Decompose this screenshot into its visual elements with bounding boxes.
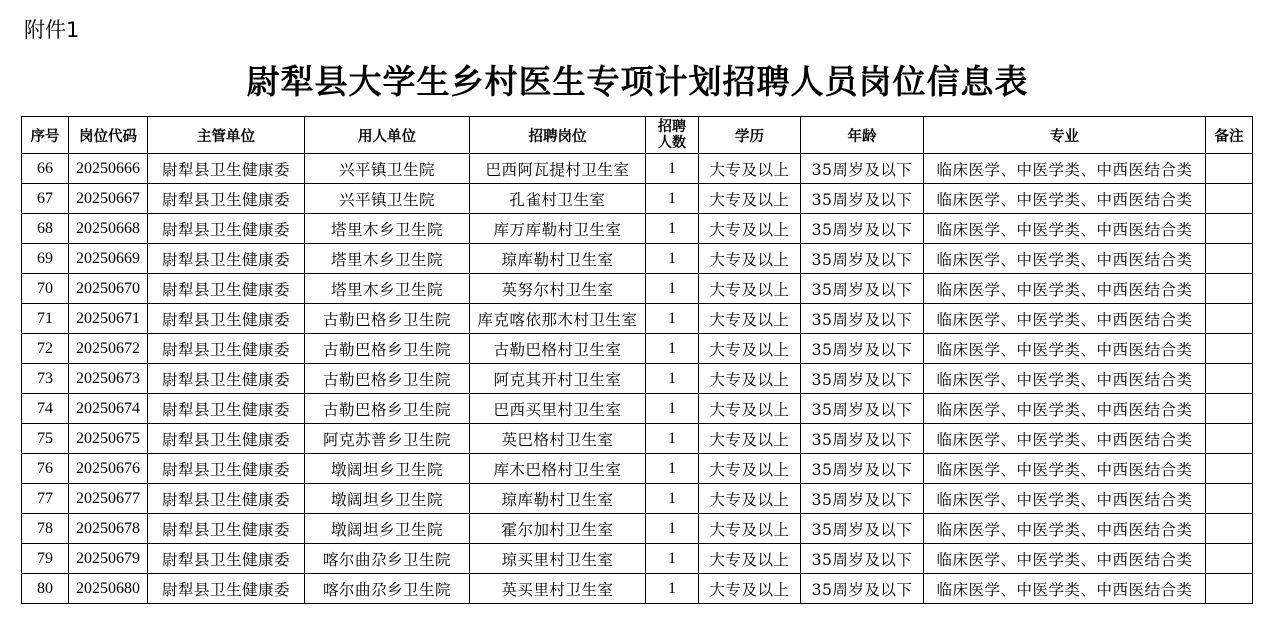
cell-position: 古勒巴格村卫生室 xyxy=(470,334,646,364)
cell-major: 临床医学、中医学类、中西医结合类 xyxy=(924,214,1206,244)
table-row xyxy=(22,244,1253,274)
cell-count: 1 xyxy=(646,244,699,274)
table-row xyxy=(22,424,1253,454)
cell-seq: 78 xyxy=(22,514,69,544)
cell-code: 20250669 xyxy=(69,244,148,274)
table-row xyxy=(22,304,1253,334)
cell-count: 1 xyxy=(646,274,699,304)
cell-major: 临床医学、中医学类、中西医结合类 xyxy=(924,544,1206,574)
cell-major: 临床医学、中医学类、中西医结合类 xyxy=(924,484,1206,514)
header-age: 年龄 xyxy=(801,117,924,154)
cell-age: 35周岁及以下 xyxy=(801,454,924,484)
cell-remarks xyxy=(1206,424,1253,454)
cell-code: 20250666 xyxy=(69,154,148,184)
cell-position: 巴西阿瓦提村卫生室 xyxy=(470,154,646,184)
cell-code: 20250672 xyxy=(69,334,148,364)
cell-code: 20250673 xyxy=(69,364,148,394)
cell-seq: 73 xyxy=(22,364,69,394)
cell-count: 1 xyxy=(646,454,699,484)
cell-education: 大专及以上 xyxy=(699,544,801,574)
header-remarks: 备注 xyxy=(1206,117,1253,154)
cell-seq: 77 xyxy=(22,484,69,514)
cell-education: 大专及以上 xyxy=(699,394,801,424)
cell-position: 琼库勒村卫生室 xyxy=(470,244,646,274)
header-education: 学历 xyxy=(699,117,801,154)
cell-employer: 兴平镇卫生院 xyxy=(305,154,470,184)
cell-employer: 兴平镇卫生院 xyxy=(305,184,470,214)
cell-code: 20250668 xyxy=(69,214,148,244)
cell-authority: 尉犁县卫生健康委 xyxy=(148,274,305,304)
cell-code: 20250680 xyxy=(69,574,148,604)
cell-major: 临床医学、中医学类、中西医结合类 xyxy=(924,304,1206,334)
cell-major: 临床医学、中医学类、中西医结合类 xyxy=(924,244,1206,274)
cell-age: 35周岁及以下 xyxy=(801,424,924,454)
cell-remarks xyxy=(1206,574,1253,604)
cell-age: 35周岁及以下 xyxy=(801,274,924,304)
cell-position: 英买里村卫生室 xyxy=(470,574,646,604)
cell-seq: 76 xyxy=(22,454,69,484)
cell-count: 1 xyxy=(646,544,699,574)
cell-position: 琼买里村卫生室 xyxy=(470,544,646,574)
cell-code: 20250671 xyxy=(69,304,148,334)
cell-education: 大专及以上 xyxy=(699,334,801,364)
cell-count: 1 xyxy=(646,484,699,514)
cell-count: 1 xyxy=(646,304,699,334)
cell-employer: 古勒巴格乡卫生院 xyxy=(305,334,470,364)
cell-age: 35周岁及以下 xyxy=(801,244,924,274)
table-row xyxy=(22,394,1253,424)
cell-code: 20250679 xyxy=(69,544,148,574)
cell-position: 琼库勒村卫生室 xyxy=(470,484,646,514)
cell-employer: 古勒巴格乡卫生院 xyxy=(305,364,470,394)
cell-authority: 尉犁县卫生健康委 xyxy=(148,484,305,514)
cell-education: 大专及以上 xyxy=(699,514,801,544)
cell-authority: 尉犁县卫生健康委 xyxy=(148,244,305,274)
cell-age: 35周岁及以下 xyxy=(801,394,924,424)
cell-remarks xyxy=(1206,274,1253,304)
cell-code: 20250678 xyxy=(69,514,148,544)
cell-code: 20250674 xyxy=(69,394,148,424)
cell-education: 大专及以上 xyxy=(699,454,801,484)
cell-remarks xyxy=(1206,244,1253,274)
cell-education: 大专及以上 xyxy=(699,484,801,514)
cell-education: 大专及以上 xyxy=(699,274,801,304)
cell-seq: 74 xyxy=(22,394,69,424)
cell-authority: 尉犁县卫生健康委 xyxy=(148,364,305,394)
cell-education: 大专及以上 xyxy=(699,184,801,214)
cell-seq: 72 xyxy=(22,334,69,364)
cell-position: 阿克其开村卫生室 xyxy=(470,364,646,394)
cell-education: 大专及以上 xyxy=(699,304,801,334)
table-row xyxy=(22,544,1253,574)
cell-major: 临床医学、中医学类、中西医结合类 xyxy=(924,394,1206,424)
cell-major: 临床医学、中医学类、中西医结合类 xyxy=(924,364,1206,394)
table-row xyxy=(22,454,1253,484)
cell-major: 临床医学、中医学类、中西医结合类 xyxy=(924,274,1206,304)
cell-major: 临床医学、中医学类、中西医结合类 xyxy=(924,334,1206,364)
cell-seq: 66 xyxy=(22,154,69,184)
cell-position: 英努尔村卫生室 xyxy=(470,274,646,304)
cell-remarks xyxy=(1206,184,1253,214)
cell-major: 临床医学、中医学类、中西医结合类 xyxy=(924,514,1206,544)
cell-position: 孔雀村卫生室 xyxy=(470,184,646,214)
cell-count: 1 xyxy=(646,574,699,604)
table-row xyxy=(22,214,1253,244)
table-row xyxy=(22,514,1253,544)
header-count xyxy=(646,117,699,154)
cell-seq: 70 xyxy=(22,274,69,304)
cell-authority: 尉犁县卫生健康委 xyxy=(148,514,305,544)
header-code: 岗位代码 xyxy=(69,117,148,154)
cell-code: 20250676 xyxy=(69,454,148,484)
cell-age: 35周岁及以下 xyxy=(801,574,924,604)
cell-count: 1 xyxy=(646,154,699,184)
cell-major: 临床医学、中医学类、中西医结合类 xyxy=(924,424,1206,454)
cell-age: 35周岁及以下 xyxy=(801,214,924,244)
cell-employer: 阿克苏普乡卫生院 xyxy=(305,424,470,454)
cell-major: 临床医学、中医学类、中西医结合类 xyxy=(924,154,1206,184)
cell-employer: 墩阔坦乡卫生院 xyxy=(305,454,470,484)
cell-count: 1 xyxy=(646,214,699,244)
cell-position: 英巴格村卫生室 xyxy=(470,424,646,454)
cell-employer: 喀尔曲尕乡卫生院 xyxy=(305,544,470,574)
header-seq: 序号 xyxy=(22,117,69,154)
positions-table xyxy=(21,116,1253,604)
cell-education: 大专及以上 xyxy=(699,364,801,394)
table-row xyxy=(22,274,1253,304)
cell-remarks xyxy=(1206,304,1253,334)
cell-education: 大专及以上 xyxy=(699,214,801,244)
cell-seq: 67 xyxy=(22,184,69,214)
cell-major: 临床医学、中医学类、中西医结合类 xyxy=(924,574,1206,604)
cell-age: 35周岁及以下 xyxy=(801,484,924,514)
cell-seq: 79 xyxy=(22,544,69,574)
cell-position: 巴西买里村卫生室 xyxy=(470,394,646,424)
cell-seq: 80 xyxy=(22,574,69,604)
table-row xyxy=(22,484,1253,514)
table-row xyxy=(22,154,1253,184)
cell-employer: 古勒巴格乡卫生院 xyxy=(305,304,470,334)
cell-education: 大专及以上 xyxy=(699,154,801,184)
cell-age: 35周岁及以下 xyxy=(801,154,924,184)
cell-remarks xyxy=(1206,544,1253,574)
cell-code: 20250670 xyxy=(69,274,148,304)
cell-age: 35周岁及以下 xyxy=(801,304,924,334)
cell-authority: 尉犁县卫生健康委 xyxy=(148,184,305,214)
table-header-row xyxy=(22,117,1253,154)
cell-age: 35周岁及以下 xyxy=(801,544,924,574)
table-row xyxy=(22,334,1253,364)
cell-employer: 古勒巴格乡卫生院 xyxy=(305,394,470,424)
cell-remarks xyxy=(1206,394,1253,424)
cell-count: 1 xyxy=(646,334,699,364)
cell-authority: 尉犁县卫生健康委 xyxy=(148,394,305,424)
cell-employer: 墩阔坦乡卫生院 xyxy=(305,514,470,544)
cell-employer: 塔里木乡卫生院 xyxy=(305,244,470,274)
cell-employer: 塔里木乡卫生院 xyxy=(305,274,470,304)
cell-authority: 尉犁县卫生健康委 xyxy=(148,544,305,574)
cell-authority: 尉犁县卫生健康委 xyxy=(148,214,305,244)
cell-position: 库万库勒村卫生室 xyxy=(470,214,646,244)
page-title: 尉犁县大学生乡村医生专项计划招聘人员岗位信息表 xyxy=(246,62,1029,101)
cell-seq: 75 xyxy=(22,424,69,454)
cell-authority: 尉犁县卫生健康委 xyxy=(148,574,305,604)
cell-education: 大专及以上 xyxy=(699,424,801,454)
table-row xyxy=(22,364,1253,394)
cell-major: 临床医学、中医学类、中西医结合类 xyxy=(924,454,1206,484)
cell-employer: 塔里木乡卫生院 xyxy=(305,214,470,244)
cell-employer: 墩阔坦乡卫生院 xyxy=(305,484,470,514)
cell-age: 35周岁及以下 xyxy=(801,514,924,544)
table-body xyxy=(22,154,1253,604)
cell-count: 1 xyxy=(646,514,699,544)
header-count-line2: 人数 xyxy=(658,135,686,151)
cell-position: 库木巴格村卫生室 xyxy=(470,454,646,484)
cell-seq: 68 xyxy=(22,214,69,244)
cell-code: 20250667 xyxy=(69,184,148,214)
cell-remarks xyxy=(1206,364,1253,394)
cell-count: 1 xyxy=(646,394,699,424)
table-row xyxy=(22,574,1253,604)
cell-remarks xyxy=(1206,334,1253,364)
header-major: 专业 xyxy=(924,117,1206,154)
cell-count: 1 xyxy=(646,424,699,454)
cell-code: 20250677 xyxy=(69,484,148,514)
cell-authority: 尉犁县卫生健康委 xyxy=(148,334,305,364)
attachment-label: 附件1 xyxy=(24,18,80,42)
cell-count: 1 xyxy=(646,364,699,394)
header-employer: 用人单位 xyxy=(305,117,470,154)
cell-seq: 71 xyxy=(22,304,69,334)
cell-position: 库克喀依那木村卫生室 xyxy=(470,304,646,334)
header-authority: 主管单位 xyxy=(148,117,305,154)
cell-remarks xyxy=(1206,484,1253,514)
cell-age: 35周岁及以下 xyxy=(801,334,924,364)
cell-age: 35周岁及以下 xyxy=(801,184,924,214)
header-count-line1: 招聘 xyxy=(658,119,686,135)
cell-authority: 尉犁县卫生健康委 xyxy=(148,424,305,454)
cell-count: 1 xyxy=(646,184,699,214)
cell-age: 35周岁及以下 xyxy=(801,364,924,394)
cell-employer: 喀尔曲尕乡卫生院 xyxy=(305,574,470,604)
cell-remarks xyxy=(1206,454,1253,484)
cell-remarks xyxy=(1206,154,1253,184)
cell-major: 临床医学、中医学类、中西医结合类 xyxy=(924,184,1206,214)
cell-education: 大专及以上 xyxy=(699,244,801,274)
cell-position: 霍尔加村卫生室 xyxy=(470,514,646,544)
cell-remarks xyxy=(1206,514,1253,544)
cell-remarks xyxy=(1206,214,1253,244)
cell-education: 大专及以上 xyxy=(699,574,801,604)
header-position: 招聘岗位 xyxy=(470,117,646,154)
cell-code: 20250675 xyxy=(69,424,148,454)
cell-authority: 尉犁县卫生健康委 xyxy=(148,454,305,484)
cell-authority: 尉犁县卫生健康委 xyxy=(148,154,305,184)
cell-seq: 69 xyxy=(22,244,69,274)
cell-authority: 尉犁县卫生健康委 xyxy=(148,304,305,334)
table-row xyxy=(22,184,1253,214)
